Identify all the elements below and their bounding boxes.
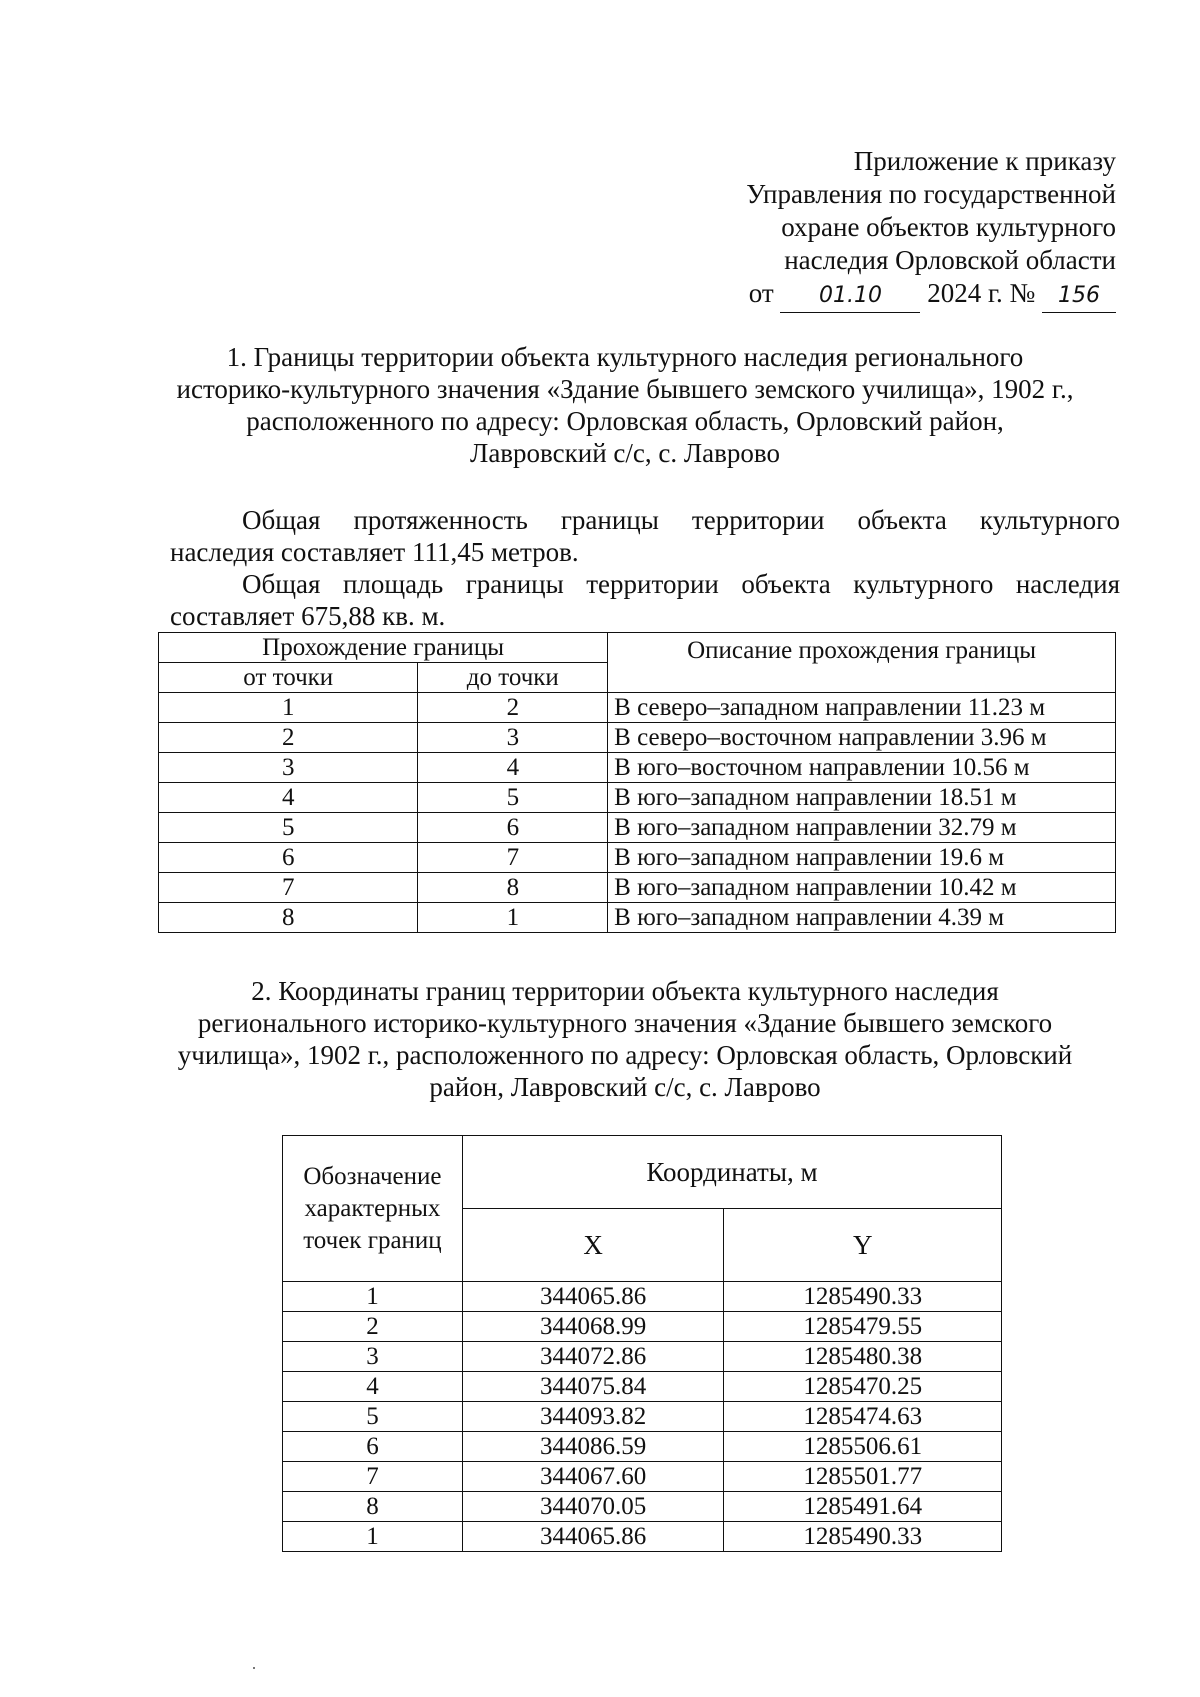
table-row <box>283 1282 1002 1312</box>
table-row <box>159 753 1116 783</box>
handwritten-date: 01.10 <box>780 279 920 313</box>
header-from-point: от точки <box>159 663 418 693</box>
table-row <box>159 903 1116 933</box>
section-2-title <box>160 975 1090 1103</box>
description-cell: В юго–западном направлении 19.6 м <box>608 843 1116 873</box>
table-row <box>159 783 1116 813</box>
y-cell: 1285474.63 <box>724 1402 1002 1432</box>
description-cell: В юго–западном направлении 4.39 м <box>608 903 1116 933</box>
section-2-title-line: 2. Координаты границ территории объекта культурного наследия <box>251 976 999 1006</box>
header-line-2: Управления по государственной <box>746 179 1116 209</box>
table-row <box>283 1402 1002 1432</box>
x-cell: 344070.05 <box>462 1492 724 1522</box>
point-cell: 1 <box>283 1522 463 1552</box>
to-point-cell: 8 <box>418 873 608 903</box>
section-1-title <box>160 341 1090 469</box>
to-point-cell: 5 <box>418 783 608 813</box>
x-cell: 344086.59 <box>462 1432 724 1462</box>
section-1-title-line: историко-культурного значения «Здание бывшего земского училища», 1902 г., <box>176 374 1074 404</box>
handwritten-order-number: 156 <box>1042 279 1116 313</box>
y-cell: 1285480.38 <box>724 1342 1002 1372</box>
x-cell: 344068.99 <box>462 1312 724 1342</box>
boundary-coordinates-table <box>282 1135 1002 1552</box>
header-to-point: до точки <box>418 663 608 693</box>
table-row <box>283 1492 1002 1522</box>
x-cell: 344067.60 <box>462 1462 724 1492</box>
x-cell: 344072.86 <box>462 1342 724 1372</box>
description-cell: В северо–восточном направлении 3.96 м <box>608 723 1116 753</box>
boundary-length-paragraph <box>170 504 1120 568</box>
from-point-cell: 7 <box>159 873 418 903</box>
table-row <box>159 813 1116 843</box>
table-row <box>283 1312 1002 1342</box>
section-2-title-line: регионального историко-культурного значения «Здание бывшего земского <box>197 1008 1053 1038</box>
boundary-description-table <box>158 632 1116 933</box>
to-point-cell: 7 <box>418 843 608 873</box>
header-x: X <box>462 1209 724 1282</box>
order-date-line <box>696 277 1116 313</box>
header-line-4: наследия Орловской области <box>784 245 1116 275</box>
point-cell: 5 <box>283 1402 463 1432</box>
y-cell: 1285506.61 <box>724 1432 1002 1462</box>
point-cell: 2 <box>283 1312 463 1342</box>
boundary-area-paragraph <box>170 568 1120 632</box>
x-cell: 344065.86 <box>462 1522 724 1552</box>
table-row <box>159 693 1116 723</box>
y-cell: 1285490.33 <box>724 1522 1002 1552</box>
header-boundary-description: Описание прохождения границы <box>608 633 1116 693</box>
from-point-cell: 1 <box>159 693 418 723</box>
table-row <box>283 1342 1002 1372</box>
y-cell: 1285479.55 <box>724 1312 1002 1342</box>
paragraph-line: наследия составляет 111,45 метров. <box>170 537 579 567</box>
from-point-cell: 2 <box>159 723 418 753</box>
table-row <box>283 1522 1002 1552</box>
section-2-title-line: район, Лавровский с/с, с. Лаврово <box>429 1072 821 1102</box>
table-row <box>159 873 1116 903</box>
y-cell: 1285470.25 <box>724 1372 1002 1402</box>
description-cell: В юго–западном направлении 18.51 м <box>608 783 1116 813</box>
description-cell: В северо–западном направлении 11.23 м <box>608 693 1116 723</box>
from-label: от <box>748 278 774 308</box>
year-label: 2024 г. № <box>927 278 1036 308</box>
x-cell: 344065.86 <box>462 1282 724 1312</box>
from-point-cell: 6 <box>159 843 418 873</box>
section-1-title-line: Лавровский с/с, с. Лаврово <box>470 438 780 468</box>
point-cell: 7 <box>283 1462 463 1492</box>
paragraph-line: Общая протяженность границы территории объекта культурного <box>242 505 1120 535</box>
point-cell: 1 <box>283 1282 463 1312</box>
from-point-cell: 8 <box>159 903 418 933</box>
paragraph-line: составляет 675,88 кв. м. <box>170 601 446 631</box>
section-1-title-line: расположенного по адресу: Орловская область, Орловский район, <box>246 406 1004 436</box>
y-cell: 1285501.77 <box>724 1462 1002 1492</box>
y-cell: 1285490.33 <box>724 1282 1002 1312</box>
header-boundary-passage: Прохождение границы <box>159 633 608 663</box>
header-line-1: Приложение к приказу <box>853 146 1116 176</box>
x-cell: 344093.82 <box>462 1402 724 1432</box>
paragraph-line: Общая площадь границы территории объекта культурного наследия <box>242 569 1120 599</box>
header-point-designation: Обозначение характерных точек границ <box>283 1136 463 1282</box>
header-line-3: охране объектов культурного <box>781 212 1116 242</box>
section-2-title-line: училища», 1902 г., расположенного по адресу: Орловская область, Орловский <box>177 1040 1073 1070</box>
to-point-cell: 4 <box>418 753 608 783</box>
to-point-cell: 2 <box>418 693 608 723</box>
y-cell: 1285491.64 <box>724 1492 1002 1522</box>
table-row <box>159 723 1116 753</box>
scan-speck <box>253 1667 255 1669</box>
table-row <box>283 1372 1002 1402</box>
table-row <box>159 843 1116 873</box>
point-cell: 8 <box>283 1492 463 1522</box>
description-cell: В юго–западном направлении 10.42 м <box>608 873 1116 903</box>
header-coordinates: Координаты, м <box>462 1136 1001 1209</box>
point-cell: 6 <box>283 1432 463 1462</box>
to-point-cell: 6 <box>418 813 608 843</box>
to-point-cell: 3 <box>418 723 608 753</box>
description-cell: В юго–восточном направлении 10.56 м <box>608 753 1116 783</box>
order-appendix-header <box>696 145 1116 313</box>
x-cell: 344075.84 <box>462 1372 724 1402</box>
point-cell: 3 <box>283 1342 463 1372</box>
section-1-title-line: 1. Границы территории объекта культурного наследия регионального <box>226 342 1024 372</box>
table-row <box>283 1462 1002 1492</box>
table-row <box>283 1432 1002 1462</box>
to-point-cell: 1 <box>418 903 608 933</box>
from-point-cell: 4 <box>159 783 418 813</box>
point-cell: 4 <box>283 1372 463 1402</box>
from-point-cell: 5 <box>159 813 418 843</box>
from-point-cell: 3 <box>159 753 418 783</box>
header-y: Y <box>724 1209 1002 1282</box>
description-cell: В юго–западном направлении 32.79 м <box>608 813 1116 843</box>
